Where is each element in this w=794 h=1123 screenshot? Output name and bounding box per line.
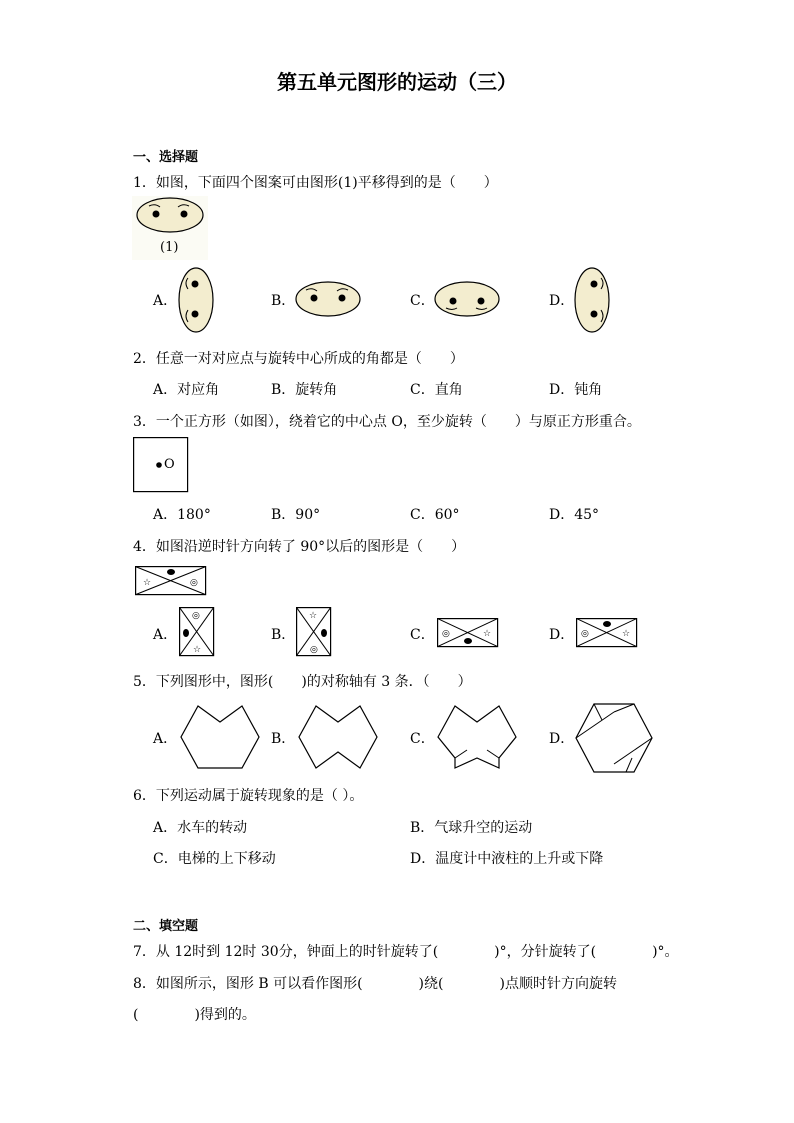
q6-option-c[interactable]: C．电梯的上下移动	[153, 851, 276, 867]
q4-option-c[interactable]: C．	[410, 627, 435, 643]
svg-text:◎: ◎	[310, 645, 318, 655]
q2-option-d[interactable]: D．钝角	[549, 382, 603, 398]
q5-option-a[interactable]: A．	[153, 731, 178, 747]
q3-option-a[interactable]: A．180°	[153, 507, 211, 523]
q4-shape-a	[179, 607, 215, 657]
q4-shape-b	[296, 607, 332, 657]
q4-shape-c	[437, 618, 499, 648]
q5-option-d[interactable]: D．	[549, 731, 575, 747]
svg-text:◎: ◎	[192, 611, 200, 621]
question-1-stem: 1．如图，下面四个图案可由图形(1)平移得到的是（ ）	[133, 175, 498, 191]
svg-text:☆: ☆	[309, 611, 318, 621]
section-heading-fill-in: 二、填空题	[133, 919, 199, 934]
question-5-stem: 5．下列图形中，图形( )的对称轴有 3 条．（ ）	[133, 674, 472, 690]
question-2-stem: 2．任意一对对应点与旋转中心所成的角都是（ ）	[133, 351, 464, 367]
question-8-line-1: 8．如图所示，图形 B 可以看作图形( )绕( )点顺时针方向旋转	[133, 976, 617, 992]
q4-option-a[interactable]: A．	[153, 627, 178, 643]
q1-option-d[interactable]: D．	[549, 293, 575, 309]
q6-option-d[interactable]: D．温度计中液柱的上升或下降	[410, 851, 604, 867]
q5-option-b[interactable]: B．	[271, 731, 296, 747]
q3-option-b[interactable]: B．90°	[271, 507, 321, 523]
q1-shape-b	[294, 280, 362, 318]
q5-shape-c	[437, 700, 517, 774]
q5-shape-a	[180, 700, 260, 774]
q6-option-b[interactable]: B．气球升空的运动	[410, 820, 533, 836]
question-3-stem: 3．一个正方形（如图），绕着它的中心点 O，至少旋转（ ）与原正方形重合。	[133, 414, 641, 430]
q2-option-b[interactable]: B．旋转角	[271, 382, 338, 398]
svg-text:☆: ☆	[483, 629, 492, 639]
q4-shape-d	[576, 618, 638, 648]
page-title: 第五单元图形的运动（三）	[277, 70, 517, 94]
q1-option-c[interactable]: C．	[410, 293, 435, 309]
q3-option-c[interactable]: C．60°	[410, 507, 460, 523]
question-7-stem: 7．从 12时到 12时 30分，钟面上的时针旋转了( )°，分针旋转了( )°。	[133, 944, 679, 960]
q5-shape-b	[298, 700, 378, 774]
q1-figure-label: (1)	[160, 240, 179, 255]
q3-center-label: O	[164, 457, 175, 472]
q1-shape-a	[176, 266, 216, 334]
q1-option-a[interactable]: A．	[153, 293, 178, 309]
q5-shape-d	[574, 702, 654, 774]
svg-text:☆: ☆	[622, 629, 631, 639]
svg-text:◎: ◎	[581, 629, 589, 639]
q4-option-b[interactable]: B．	[271, 627, 296, 643]
question-6-stem: 6．下列运动属于旋转现象的是（ ）。	[133, 788, 364, 804]
q1-shape-d	[572, 266, 612, 334]
question-4-stem: 4．如图沿逆时针方向转了 90°以后的图形是（ ）	[133, 539, 466, 555]
q4-rectangle-figure	[135, 566, 207, 596]
q3-option-d[interactable]: D．45°	[549, 507, 600, 523]
q6-option-a[interactable]: A．水车的转动	[153, 820, 248, 836]
svg-text:☆: ☆	[193, 645, 202, 655]
q5-option-c[interactable]: C．	[410, 731, 435, 747]
question-8-line-2: ( )得到的。	[133, 1007, 256, 1023]
q2-option-a[interactable]: A．对应角	[153, 382, 220, 398]
q1-shape-c	[433, 280, 501, 318]
q2-option-c[interactable]: C．直角	[410, 382, 463, 398]
section-heading-choice: 一、选择题	[133, 150, 199, 165]
q1-option-b[interactable]: B．	[271, 293, 296, 309]
svg-text:◎: ◎	[190, 578, 198, 588]
q4-option-d[interactable]: D．	[549, 627, 575, 643]
q3-square-figure	[133, 437, 189, 493]
svg-text:☆: ☆	[143, 578, 152, 588]
svg-text:◎: ◎	[442, 629, 450, 639]
